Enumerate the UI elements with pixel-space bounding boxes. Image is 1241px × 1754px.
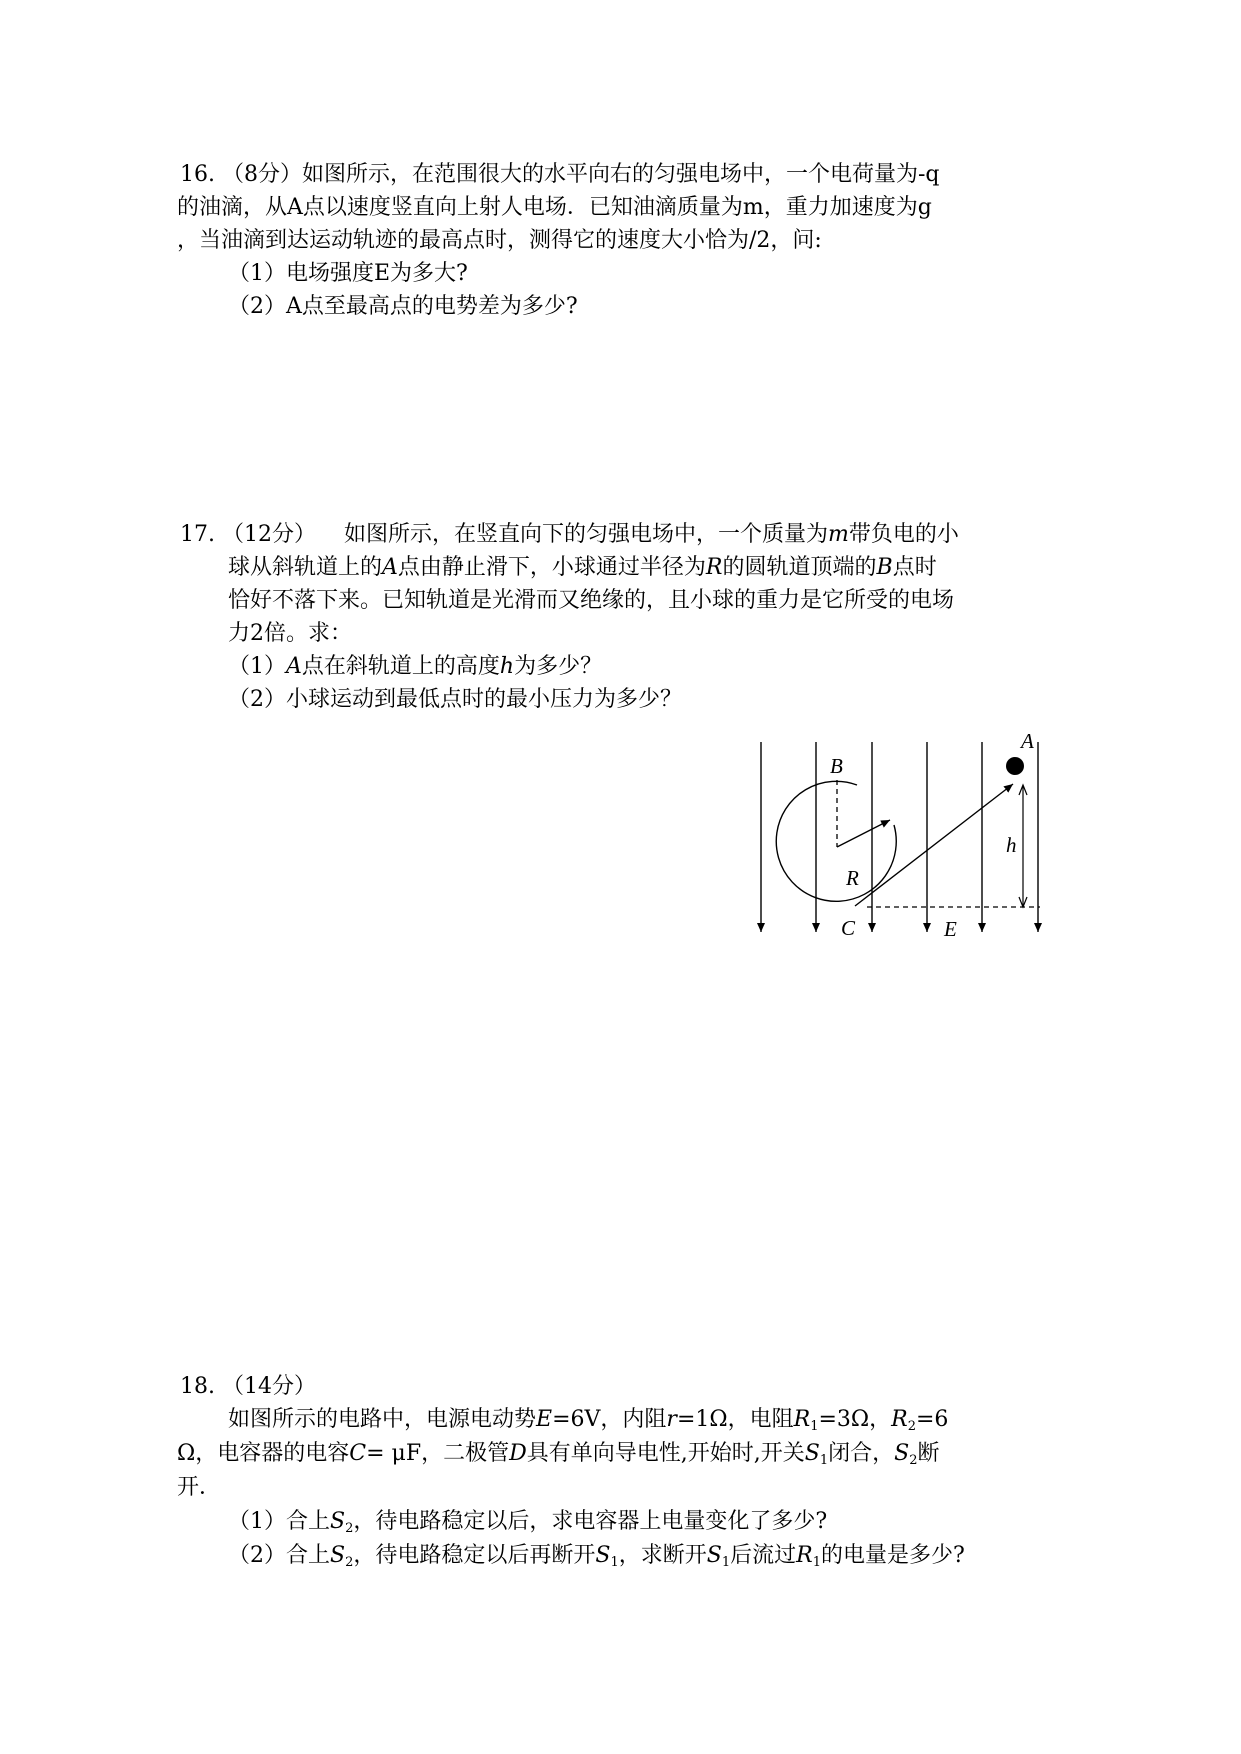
q18-title: 18. （14分）	[180, 1374, 316, 1399]
label-c: C	[841, 916, 856, 940]
q18-text: =3Ω，	[818, 1407, 892, 1432]
q18-text: ，待电路稳定以后，求电容器上电量变化了多少?	[353, 1509, 828, 1534]
label-b: B	[830, 754, 843, 778]
q18-sub: 1	[610, 1555, 619, 1570]
q18-text: （2）合上	[228, 1543, 330, 1568]
q18-text: （1）合上	[228, 1509, 330, 1534]
q18-sub: 1	[810, 1419, 819, 1434]
q18-sub: 1	[812, 1555, 821, 1570]
q18-var: R	[793, 1407, 811, 1432]
q18-var: D	[509, 1441, 527, 1466]
q18-line1	[228, 1405, 948, 1442]
q17-text: 点时	[892, 555, 937, 580]
q18-var: r	[666, 1407, 677, 1432]
q18-sub: 2	[345, 1555, 354, 1570]
q17-text: 点由静止滑下，小球通过半径为	[397, 555, 706, 580]
q16-sub1: （1）电场强度E为多大?	[228, 261, 468, 286]
q17-text: 点在斜轨道上的高度	[301, 654, 500, 679]
q18-line2	[177, 1439, 939, 1476]
q17-line2	[228, 553, 937, 583]
q18-var: R	[891, 1407, 908, 1432]
q17-var: B	[876, 555, 893, 580]
incline-track	[855, 784, 1013, 906]
q17-sub2: （2）小球运动到最低点时的最小压力为多少？	[228, 687, 682, 712]
q18-var: S	[804, 1441, 820, 1466]
q18-var: S	[330, 1509, 346, 1534]
q17-var: m	[828, 522, 849, 547]
q18-var: S	[894, 1441, 910, 1466]
q16-sub2: （2）A点至最高点的电势差为多少?	[228, 294, 578, 319]
q17-line1	[180, 520, 959, 550]
label-h: h	[1006, 833, 1017, 857]
circular-track	[776, 781, 896, 901]
q18-text: Ω，电容器的电容	[177, 1441, 350, 1466]
q18-sub: 2	[345, 1521, 354, 1536]
label-e: E	[944, 917, 957, 941]
q18-text: 的电量是多少?	[820, 1543, 965, 1568]
q18-text: =6	[916, 1407, 949, 1432]
q18-var: S	[706, 1543, 722, 1568]
q17-diagram	[740, 720, 1070, 960]
q17-var: A	[382, 555, 398, 580]
q18-line3: 开．	[177, 1475, 222, 1500]
q18-sub1	[228, 1507, 827, 1544]
q17-line3: 恰好不落下来。已知轨道是光滑而又绝缘的，且小球的重力是它所受的电场	[228, 588, 955, 613]
q17-text: 带负电的小	[848, 522, 959, 547]
q17-var: R	[705, 555, 723, 580]
q18-text: =1Ω，电阻	[676, 1407, 794, 1432]
q18-text: ，待电路稳定以后再断开	[353, 1543, 596, 1568]
q18-sub: 1	[819, 1453, 829, 1468]
q18-var: C	[349, 1441, 367, 1466]
q17-text: 的圆轨道顶端的	[722, 555, 877, 580]
q17-text: 如图所示，在竖直向下的匀强电场中，一个质量为	[343, 522, 828, 547]
q18-text: 后流过	[730, 1543, 797, 1568]
q17-line4: 力2倍。求：	[228, 621, 352, 646]
q18-var: S	[330, 1543, 346, 1568]
label-r: R	[846, 866, 859, 890]
q18-text: = μF，二极管	[366, 1441, 510, 1466]
q18-sub: 1	[721, 1555, 731, 1570]
radius-arrow	[837, 820, 890, 847]
q18-sub2	[228, 1541, 965, 1578]
q17-text: （1）	[228, 654, 286, 679]
q18-text: 具有单向导电性,开始时,开关	[526, 1441, 805, 1466]
q17-sub1	[228, 652, 602, 682]
q18-sub: 2	[907, 1419, 916, 1434]
q18-var: E	[536, 1407, 553, 1432]
q16-line1: 16. （8分）如图所示，在范围很大的水平向右的匀强电场中，一个电荷量为-q	[180, 162, 940, 187]
ball	[1006, 757, 1024, 775]
q18-text: 如图所示的电路中，电源电动势	[228, 1407, 537, 1432]
q17-text: 球从斜轨道上的	[228, 555, 383, 580]
q18-text: 断	[917, 1441, 940, 1466]
q17-var: A	[286, 654, 302, 679]
q18-text: ，求断开	[618, 1543, 707, 1568]
q18-text: =6V，内阻	[552, 1407, 667, 1432]
q16-line3: ，当油滴到达运动轨迹的最高点时，测得它的速度大小恰为/2，问:	[177, 228, 822, 253]
label-a: A	[1021, 729, 1034, 753]
q18-var: S	[595, 1543, 611, 1568]
q16-line2: 的油滴，从A点以速度竖直向上射人电场．已知油滴质量为m，重力加速度为g	[177, 195, 932, 220]
q17-var: h	[499, 654, 515, 679]
q18-text: 闭合，	[828, 1441, 895, 1466]
q17-number: 17. （12分）	[180, 522, 316, 547]
q18-sub: 2	[909, 1453, 918, 1468]
q17-text: 为多少？	[514, 654, 603, 679]
field-lines	[761, 742, 1038, 932]
q18-var: R	[796, 1543, 813, 1568]
